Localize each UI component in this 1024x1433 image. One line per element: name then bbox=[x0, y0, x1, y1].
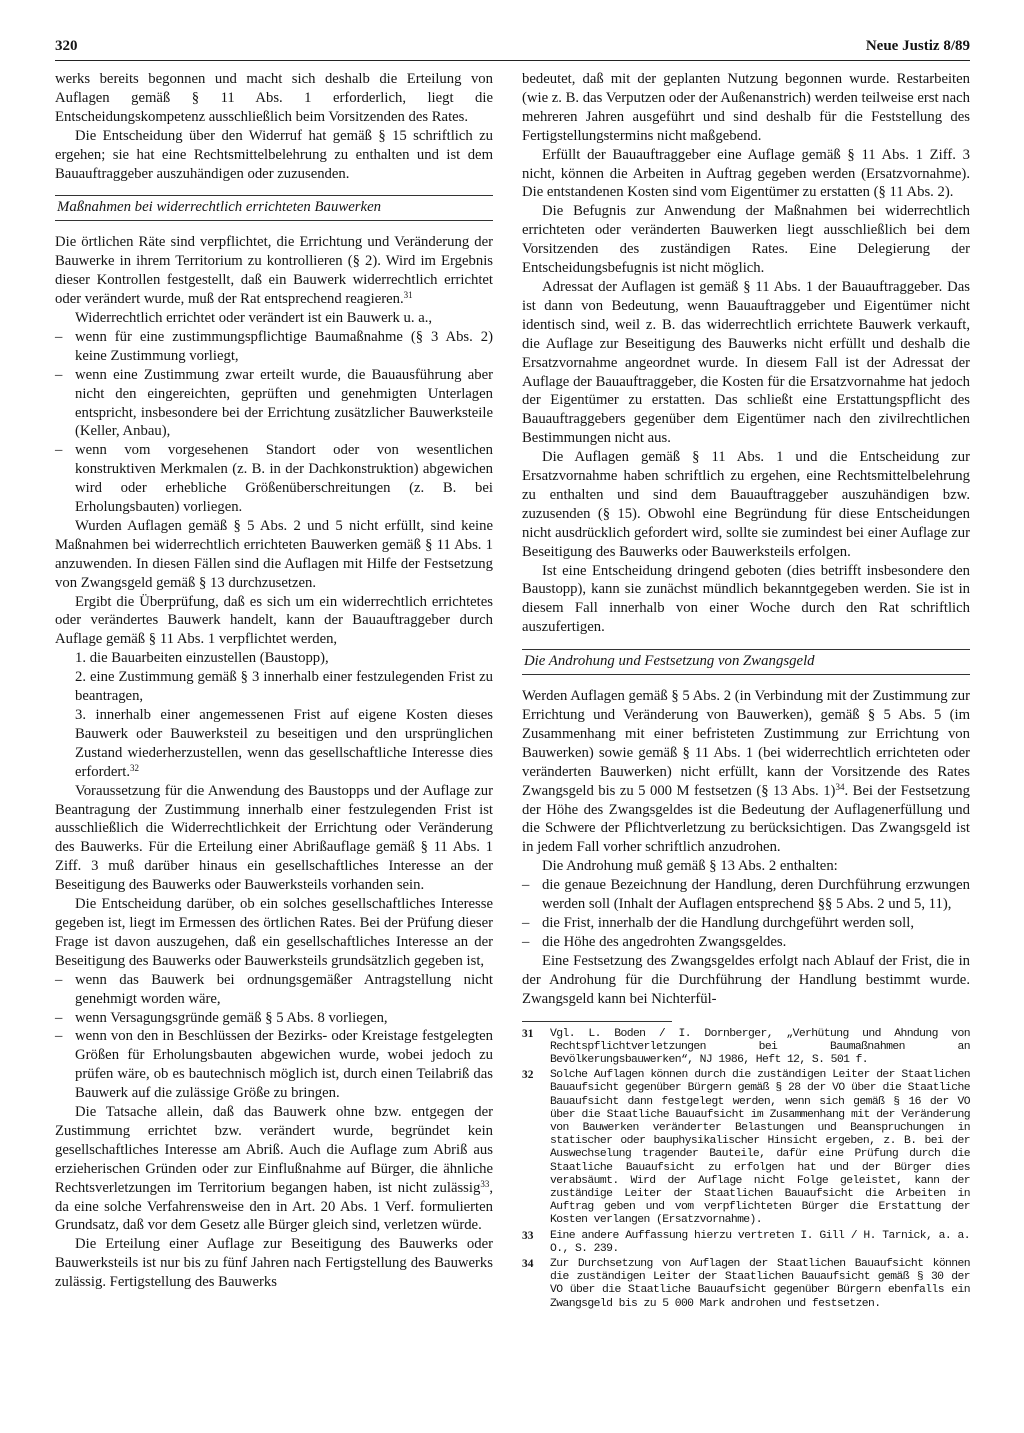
list-item-text: die genaue Bezeichnung der Handlung, deren Durchführung erzwungen werden soll (Inhalt der Auflagen entsprechend §§ 5 Abs. 2 und 5, 11), bbox=[542, 877, 970, 913]
footnote-ref: 31 bbox=[403, 290, 413, 301]
dash-marker: – bbox=[55, 328, 63, 345]
paragraph: werks bereits begonnen und macht sich deshalb die Erteilung von Auflagen gemäß § 11 Abs. 1 erforderlich, liegt die Entscheidungskompetenz ausschließlich beim Vorsitzenden des Rates. bbox=[55, 71, 493, 125]
list-item-text: wenn eine Zustimmung zwar erteilt wurde, die Bauausführung aber nicht den eingereichten, geprüften und genehmigten Unterlagen entspricht, insbesondere bei der Errichtung zusätzlicher Bauwerksteile (Keller, Anbau), bbox=[75, 366, 493, 440]
paragraph: Wurden Auflagen gemäß § 5 Abs. 2 und 5 nicht erfüllt, sind keine Maßnahmen bei widerrechtlich errichteten Bauwerken gemäß § 11 Abs. 1 anzuwenden. In diesen Fällen sind die Auflagen mit Hilfe der Festsetzung von Zwangsgeld gemäß § 13 durchzusetzen. bbox=[55, 517, 493, 591]
paragraph-text: Die örtlichen Räte sind verpflichtet, die Errichtung und Veränderung der Bauwerke in ihrem Territorium zu kontrollieren (§ 2). Wird im Ergebnis dieser Kontrollen festgestellt, daß ein Bauwerk widerrechtlich errichtet oder verändert wurde, muß der Rat entsprechend reagieren. bbox=[55, 234, 493, 308]
left-column bbox=[55, 70, 493, 1292]
page-number: 320 bbox=[55, 38, 78, 54]
paragraph: Die Erteilung einer Auflage zur Beseitigung des Bauwerks oder Bauwerksteils ist nur bis zu fünf Jahren nach Fertigstellung des Bauwerks zulässig. Fertigstellung des Bauwerks bbox=[55, 1236, 493, 1291]
paragraph-text: , da eine solche Verfahrensweise den in Art. 20 Abs. 1 Verf. formulierten Grundsatz, daß vor dem Gesetz alle Bürger gleich sind, verletzen würde. bbox=[55, 1179, 493, 1234]
footnote-number: 31 bbox=[522, 1027, 534, 1040]
dash-marker: – bbox=[55, 366, 63, 383]
dash-marker: – bbox=[55, 971, 63, 988]
footnotes bbox=[522, 1028, 970, 1311]
footnote bbox=[522, 1258, 970, 1311]
footnote bbox=[522, 1069, 970, 1227]
paragraph-text: . Bei der Festsetzung der Höhe des Zwangsgeldes ist die Bedeutung der Auflagenerfüllung und die Schwere der Pflichtverletzung zu berücksichtigen. Das Zwangsgeld ist in jedem Fall vorher schriftlich anzudrohen. bbox=[522, 782, 970, 856]
paragraph: Ergibt die Überprüfung, daß es sich um ein widerrechtlich errichtetes oder verändertes Bauwerk handelt, kann der Bauauftraggeber durch Auflage gemäß § 11 Abs. 1 verpflichtet werden, bbox=[55, 593, 493, 648]
dash-list bbox=[522, 876, 970, 952]
list-item bbox=[55, 971, 493, 1009]
section-rule bbox=[55, 220, 493, 221]
paragraph: Eine Festsetzung des Zwangsgeldes erfolgt nach Ablauf der Frist, die in der Androhung für die Durchführung der Handlung bestimmt wurde. Zwangsgeld kann bei Nichterfül- bbox=[522, 952, 970, 1007]
footnote bbox=[522, 1230, 970, 1256]
numbered-item bbox=[55, 706, 493, 782]
dash-list bbox=[55, 971, 493, 1103]
numbered-item: 1. die Bauarbeiten einzustellen (Baustopp), bbox=[75, 650, 329, 667]
footnote-number: 33 bbox=[522, 1229, 534, 1242]
footnote-ref: 33 bbox=[480, 1178, 490, 1189]
paragraph: bedeutet, daß mit der geplanten Nutzung begonnen wurde. Restarbeiten (wie z. B. das Verputzen oder der Außenanstrich) werden teilweise erst nach mehreren Jahren ausgeführt und sind deshalb für die Feststellung des Fertigstellungstermins nicht maßgebend. bbox=[522, 71, 970, 144]
paragraph: Die Befugnis zur Anwendung der Maßnahmen bei widerrechtlich errichteten oder veränderten Bauwerken liegt ausschließlich bei dem Vorsitzenden des zuständigen Rates. Eine Delegierung der Entscheidungsbefugnis ist nicht möglich. bbox=[522, 203, 970, 277]
footnote-ref: 32 bbox=[130, 762, 140, 773]
dash-list bbox=[55, 328, 493, 517]
paragraph bbox=[55, 1103, 493, 1235]
paragraph: Die Entscheidung über den Widerruf hat gemäß § 15 schriftlich zu ergehen; sie hat eine Rechtsmittelbelehrung zu enthalten und ist dem Bauauftraggeber auszuhändigen oder zuzusenden. bbox=[55, 127, 493, 182]
section-rule bbox=[522, 674, 970, 675]
header-rule bbox=[55, 60, 970, 61]
list-item bbox=[522, 933, 970, 952]
footnote-text: Eine andere Auffassung hierzu vertreten I. Gill / H. Tarnick, a. a. O., S. 239. bbox=[550, 1229, 970, 1255]
journal-issue: Neue Justiz 8/89 bbox=[865, 38, 970, 54]
paragraph-text: Die Tatsache allein, daß das Bauwerk ohne bzw. entgegen der Zustimmung errichtet bzw. verändert wurde, begründet kein gesellschaftliches Interesse am Abriß. Auch die Auflage zum Abriß aus erzieherischen Gründen oder zur Einflußnahme auf Bürger, die ähnliche Rechtsverletzungen im Territorium begangen haben, ist nicht zulässig bbox=[55, 1104, 493, 1196]
footnote-text: Vgl. L. Boden / I. Dornberger, „Verhütung und Ahndung von Rechtspflichtverletzungen bei Baumaßnahmen an Bevölkerungsbauwerken“, NJ 1986, Heft 12, S. 501 f. bbox=[550, 1027, 970, 1066]
paragraph: Ist eine Entscheidung dringend geboten (dies betrifft insbesondere den Baustopp), kann sie zunächst mündlich bekanntgegeben werden. Sie ist in diesem Fall innerhalb von einer Woche durch den Rat schriftlich auszufertigen. bbox=[522, 562, 970, 636]
dash-marker: – bbox=[55, 1028, 63, 1045]
list-item bbox=[55, 1009, 493, 1028]
section-title: Maßnahmen bei widerrechtlich errichteten Bauwerken bbox=[57, 199, 382, 216]
dash-marker: – bbox=[522, 877, 530, 894]
dash-marker: – bbox=[55, 1009, 63, 1026]
paragraph: Erfüllt der Bauauftraggeber eine Auflage gemäß § 11 Abs. 1 Ziff. 3 nicht, können die Arbeiten in Auftrag gegeben werden (Ersatzvornahme). Die entstandenen Kosten sind vom Eigentümer zu erstatten (§ 11 Abs. 2). bbox=[522, 146, 970, 201]
numbered-item: 2. eine Zustimmung gemäß § 3 innerhalb einer festzulegenden Frist zu beantragen, bbox=[75, 669, 493, 705]
list-item bbox=[55, 1027, 493, 1103]
paragraph bbox=[522, 687, 970, 857]
list-item-text: wenn Versagungsgründe gemäß § 5 Abs. 8 vorliegen, bbox=[75, 1009, 388, 1026]
footnote bbox=[522, 1028, 970, 1068]
footnote-text: Solche Auflagen können durch die zuständigen Leiter der Staatlichen Bauaufsicht gegenüber Bürgern gemäß § 28 der VO über die Staatliche Bauaufsicht dann festgelegt werden, wenn sich gemäß § 16 der VO über die Staatliche Bauaufsicht im Zusammenhang mit der Veränderung von Bauwerken veränderter Belastungen und Beanspruchungen in statischer oder bauphysikalischer Hinsicht ergeben, z. B. bei der Auswechselung tragender Bauteile, dafür eine Prüfung durch die Staatliche Bauaufsicht zu erfolgen hat und der Bürger dies verabsäumt. Wird der Auflage nicht Folge geleistet, kann der zuständige Leiter der Staatlichen Bauaufsicht die Arbeiten in Auftrag geben und vom verpflichteten Bürger die Erstattung der Kosten verlangen (Ersatzvornahme). bbox=[550, 1069, 970, 1227]
paragraph bbox=[55, 233, 493, 309]
dash-marker: – bbox=[522, 914, 530, 931]
paragraph-text: Werden Auflagen gemäß § 5 Abs. 2 (in Verbindung mit der Zustimmung zur Errichtung und Veränderung von Bauwerken), gemäß § 5 Abs. 5 (im Zusammenhang mit einer befristeten Zustimmung zur Errichtung von Bauwerken) sowie gemäß § 11 Abs. 1 (bei widerrechtlich errichteten oder veränderten Bauwerken) nicht erfüllt, kann der Vorsitzende des Rates Zwangsgeld bis zu 5 000 M festsetzen (§ 13 Abs. 1) bbox=[522, 688, 970, 799]
list-item-text: wenn das Bauwerk bei ordnungsgemäßer Antragstellung nicht genehmigt worden wäre, bbox=[75, 971, 493, 1007]
list-item bbox=[55, 366, 493, 442]
paragraph: Voraussetzung für die Anwendung des Baustopps und der Auflage zur Beantragung der Zustimmung innerhalb einer festzulegenden Frist ist ausschließlich die Widerrechtlichkeit der Errichtung oder Veränderung des Bauwerks. Für die Erteilung einer Abrißauflage gemäß § 11 Abs. 1 Ziff. 3 muß darüber hinaus ein gesellschaftliches Interesse an der Beseitigung des Bauwerks oder Bauwerksteils vorhanden sein. bbox=[55, 782, 493, 894]
numbered-item-text: 3. innerhalb einer angemessenen Frist auf eigene Kosten dieses Bauwerk oder Bauwerksteil zu beseitigen und den ursprünglichen Zustand wiederherzustellen, wenn das gesellschaftliche Interesse dies erfordert. bbox=[75, 707, 493, 780]
footnote-number: 32 bbox=[522, 1069, 534, 1082]
list-item-text: die Höhe des angedrohten Zwangsgeldes. bbox=[542, 933, 787, 950]
paragraph: Widerrechtlich errichtet oder verändert ist ein Bauwerk u. a., bbox=[75, 309, 433, 326]
footnote-ref: 34 bbox=[835, 781, 845, 792]
paragraph: Adressat der Auflagen ist gemäß § 11 Abs. 1 der Bauauftraggeber. Das ist dann von Bedeutung, wenn Bauauftraggeber und Eigentümer nicht identisch sind, weil z. B. das widerrechtlich errichtete Bauwerk verkauft, die Auflage zur Beseitigung des Bauwerks nicht erfüllt und deshalb die Ersatzvornahme angeordnet wurde. In diesem Fall ist der Adressat der Auflage der Bauauftraggeber, die Kosten für die Ersatzvornahme hat jedoch der Eigentümer zu erstatten. Das schließt eine Erstattungspflicht des Bauauftraggebers gegenüber dem Eigentümer nach den zivilrechtlichen Bestimmungen nicht aus. bbox=[522, 278, 970, 447]
section-title: Die Androhung und Festsetzung von Zwangsgeld bbox=[524, 653, 815, 670]
list-item-text: wenn für eine zustimmungspflichtige Baumaßnahme (§ 3 Abs. 2) keine Zustimmung vorliegt, bbox=[75, 328, 493, 364]
dash-marker: – bbox=[522, 933, 530, 950]
footnote-rule bbox=[522, 1021, 672, 1022]
list-item bbox=[55, 328, 493, 366]
paragraph: Die Androhung muß gemäß § 13 Abs. 2 enthalten: bbox=[542, 858, 838, 875]
right-column bbox=[522, 70, 970, 1313]
dash-marker: – bbox=[55, 442, 63, 459]
list-item-text: wenn von den in Beschlüssen der Bezirks- oder Kreistage festgelegten Größen für Erholungsbauten abgewichen wurde, wobei jedoch zu prüfen wäre, ob es bautechnisch möglich ist, durch einen Teilabriß das Bauwerk auf die zulässige Größe zu bringen. bbox=[75, 1028, 493, 1102]
list-item-text: wenn vom vorgesehenen Standort oder von wesentlichen konstruktiven Merkmalen (z. B. in der Dachkonstruktion) abgewichen wird oder erhebliche Größenüberschreitungen (z. B. bei Erholungsbauten) vorliegen. bbox=[75, 442, 493, 516]
list-item bbox=[522, 914, 970, 933]
list-item bbox=[55, 441, 493, 517]
paragraph: Die Auflagen gemäß § 11 Abs. 1 und die Entscheidung zur Ersatzvornahme haben schriftlich zu ergehen, eine Rechtsmittelbelehrung zu enthalten und sind dem Bauauftraggeber auszuhändigen bzw. zuzusenden (§ 15). Obwohl eine Begründung für diese Entscheidungen nicht ausdrücklich gefordert wird, sollte sie zumindest bei einer Auflage zur Beseitigung des Bauwerks oder Bauwerksteils erfolgen. bbox=[522, 449, 970, 560]
paragraph: Die Entscheidung darüber, ob ein solches gesellschaftliches Interesse gegeben ist, liegt im Ermessen des örtlichen Rates. Bei der Prüfung dieser Frage ist davon auszugehen, daß ein gesellschaftliches Interesse an der Beseitigung des Bauwerks oder Bauwerksteils grundsätzlich gegeben ist, bbox=[55, 896, 493, 969]
footnote-text: Zur Durchsetzung von Auflagen der Staatlichen Bauaufsicht können die zuständigen Leiter der Staatlichen Bauaufsicht gemäß § 30 der VO über die Staatliche Bauaufsicht gegenüber Bürgern ebenfalls ein Zwangsgeld bis zu 5 000 Mark androhen und festsetzen. bbox=[550, 1257, 970, 1310]
footnote-number: 34 bbox=[522, 1257, 534, 1270]
list-item bbox=[522, 876, 970, 914]
page-header bbox=[55, 38, 970, 62]
list-item-text: die Frist, innerhalb der die Handlung durchgeführt werden soll, bbox=[542, 914, 914, 931]
